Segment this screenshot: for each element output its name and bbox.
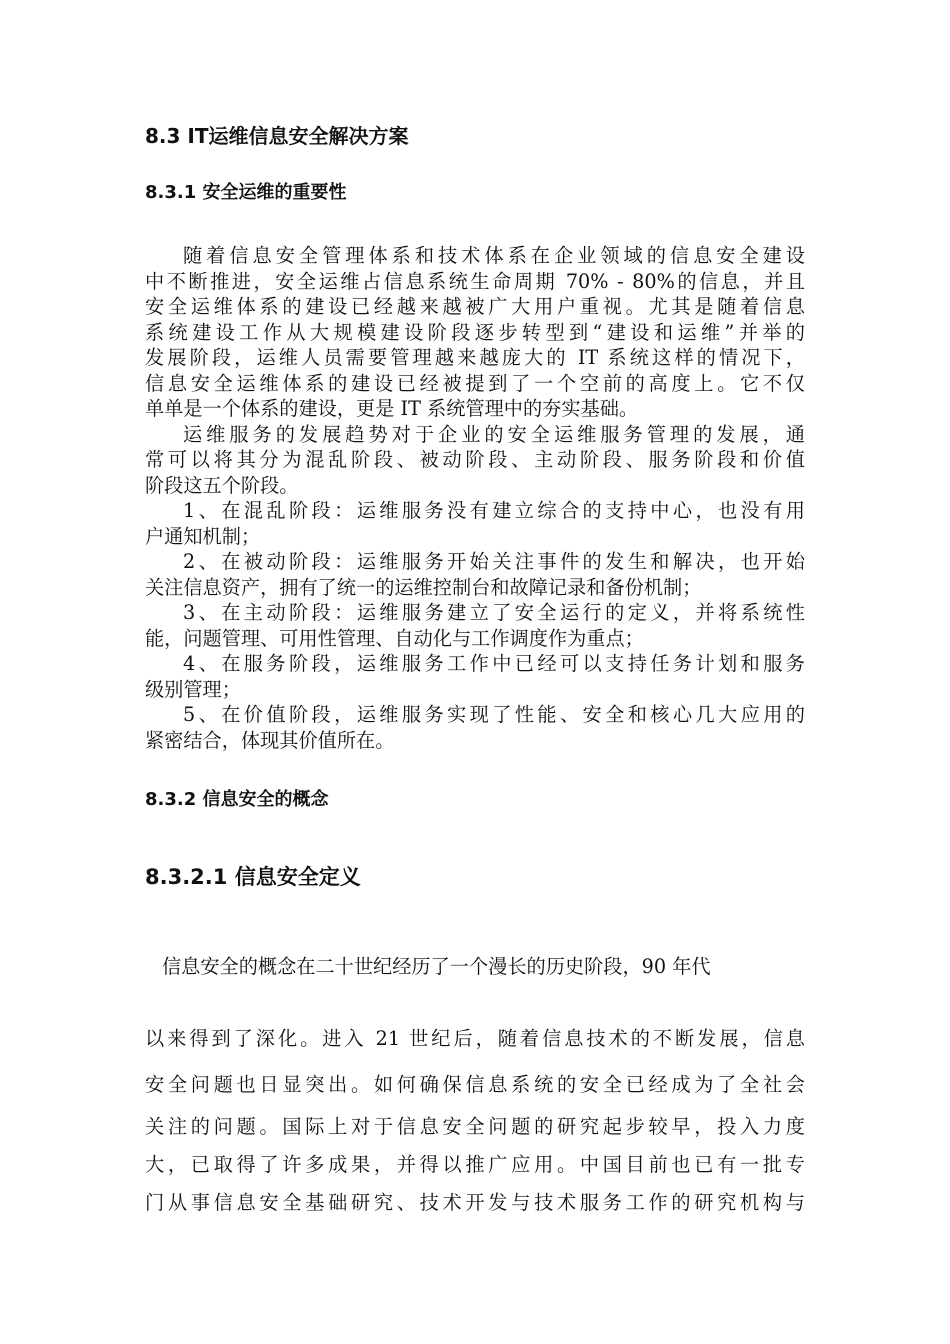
list-item-line: 能，问题管理、可用性管理、自动化与工作调度作为重点； (145, 626, 644, 650)
paragraph-line: 运维服务的发展趋势对于企业的安全运维服务管理的发展，通 (183, 422, 805, 446)
paragraph-line: 信息安全的概念在二十世纪经历了一个漫长的历史阶段，90 年代 (162, 955, 711, 978)
paragraph-line: 以来得到了深化。进入 21 世纪后，随着信息技术的不断发展，信息 (145, 1027, 805, 1050)
list-item-line: 5、在价值阶段，运维服务实现了性能、安全和核心几大应用的 (183, 703, 805, 726)
list-item-line: 紧密结合，体现其价值所在。 (145, 728, 395, 752)
paragraph-line: 安全问题也日显突出。如何确保信息系统的安全已经成为了全社会 (145, 1073, 805, 1096)
section-8-3-1-body (145, 243, 805, 753)
paragraph-line: 发展阶段，运维人员需要管理越来越庞大的 IT 系统这样的情况下， (145, 346, 805, 369)
list-item-line: 2、在被动阶段：运维服务开始关注事件的发生和解决，也开始 (183, 550, 805, 573)
paragraph-line: 关注的问题。国际上对于信息安全问题的研究起步较早，投入力度 (145, 1115, 805, 1138)
list-item-line: 1、在混乱阶段：运维服务没有建立综合的支持中心，也没有用 (183, 499, 805, 522)
paragraph-line: 常可以将其分为混乱阶段、被动阶段、主动阶段、服务阶段和价值 (145, 448, 805, 471)
list-item-line: 关注信息资产，拥有了统一的运维控制台和故障记录和备份机制； (145, 575, 702, 599)
paragraph-line: 安全运维体系的建设已经越来越被广大用户重视。尤其是随着信息 (145, 295, 805, 318)
list-item-line: 级别管理； (145, 677, 241, 701)
section-heading-8-3-2-1: 8.3.2.1 信息安全定义 (145, 865, 361, 889)
list-item-line: 户通知机制； (145, 524, 261, 548)
paragraph-line: 门从事信息安全基础研究、技术开发与技术服务工作的研究机构与 (145, 1191, 805, 1214)
list-item-line: 3、在主动阶段：运维服务建立了安全运行的定义，并将系统性 (183, 601, 805, 624)
paragraph-line: 随着信息安全管理体系和技术体系在企业领域的信息安全建设 (183, 244, 805, 267)
section-heading-8-3-2: 8.3.2 信息安全的概念 (145, 789, 329, 810)
paragraph-line: 中不断推进，安全运维占信息系统生命周期 70% - 80%的信息，并且 (145, 269, 805, 293)
paragraph-line: 阶段这五个阶段。 (145, 473, 299, 497)
paragraph-line: 系统建设工作从大规模建设阶段逐步转型到“建设和运维”并举的 (145, 320, 805, 344)
list-item-line: 4、在服务阶段，运维服务工作中已经可以支持任务计划和服务 (183, 652, 805, 675)
paragraph-line: 单单是一个体系的建设，更是 IT 系统管理中的夯实基础。 (145, 397, 639, 420)
paragraph-line: 信息安全运维体系的建设已经被提到了一个空前的高度上。它不仅 (145, 371, 805, 395)
paragraph-line: 大，已取得了许多成果，并得以推广应用。中国目前也已有一批专 (145, 1153, 805, 1176)
chapter-heading: 8.3 IT运维信息安全解决方案 (145, 124, 409, 148)
section-heading-8-3-1: 8.3.1 安全运维的重要性 (145, 182, 347, 203)
